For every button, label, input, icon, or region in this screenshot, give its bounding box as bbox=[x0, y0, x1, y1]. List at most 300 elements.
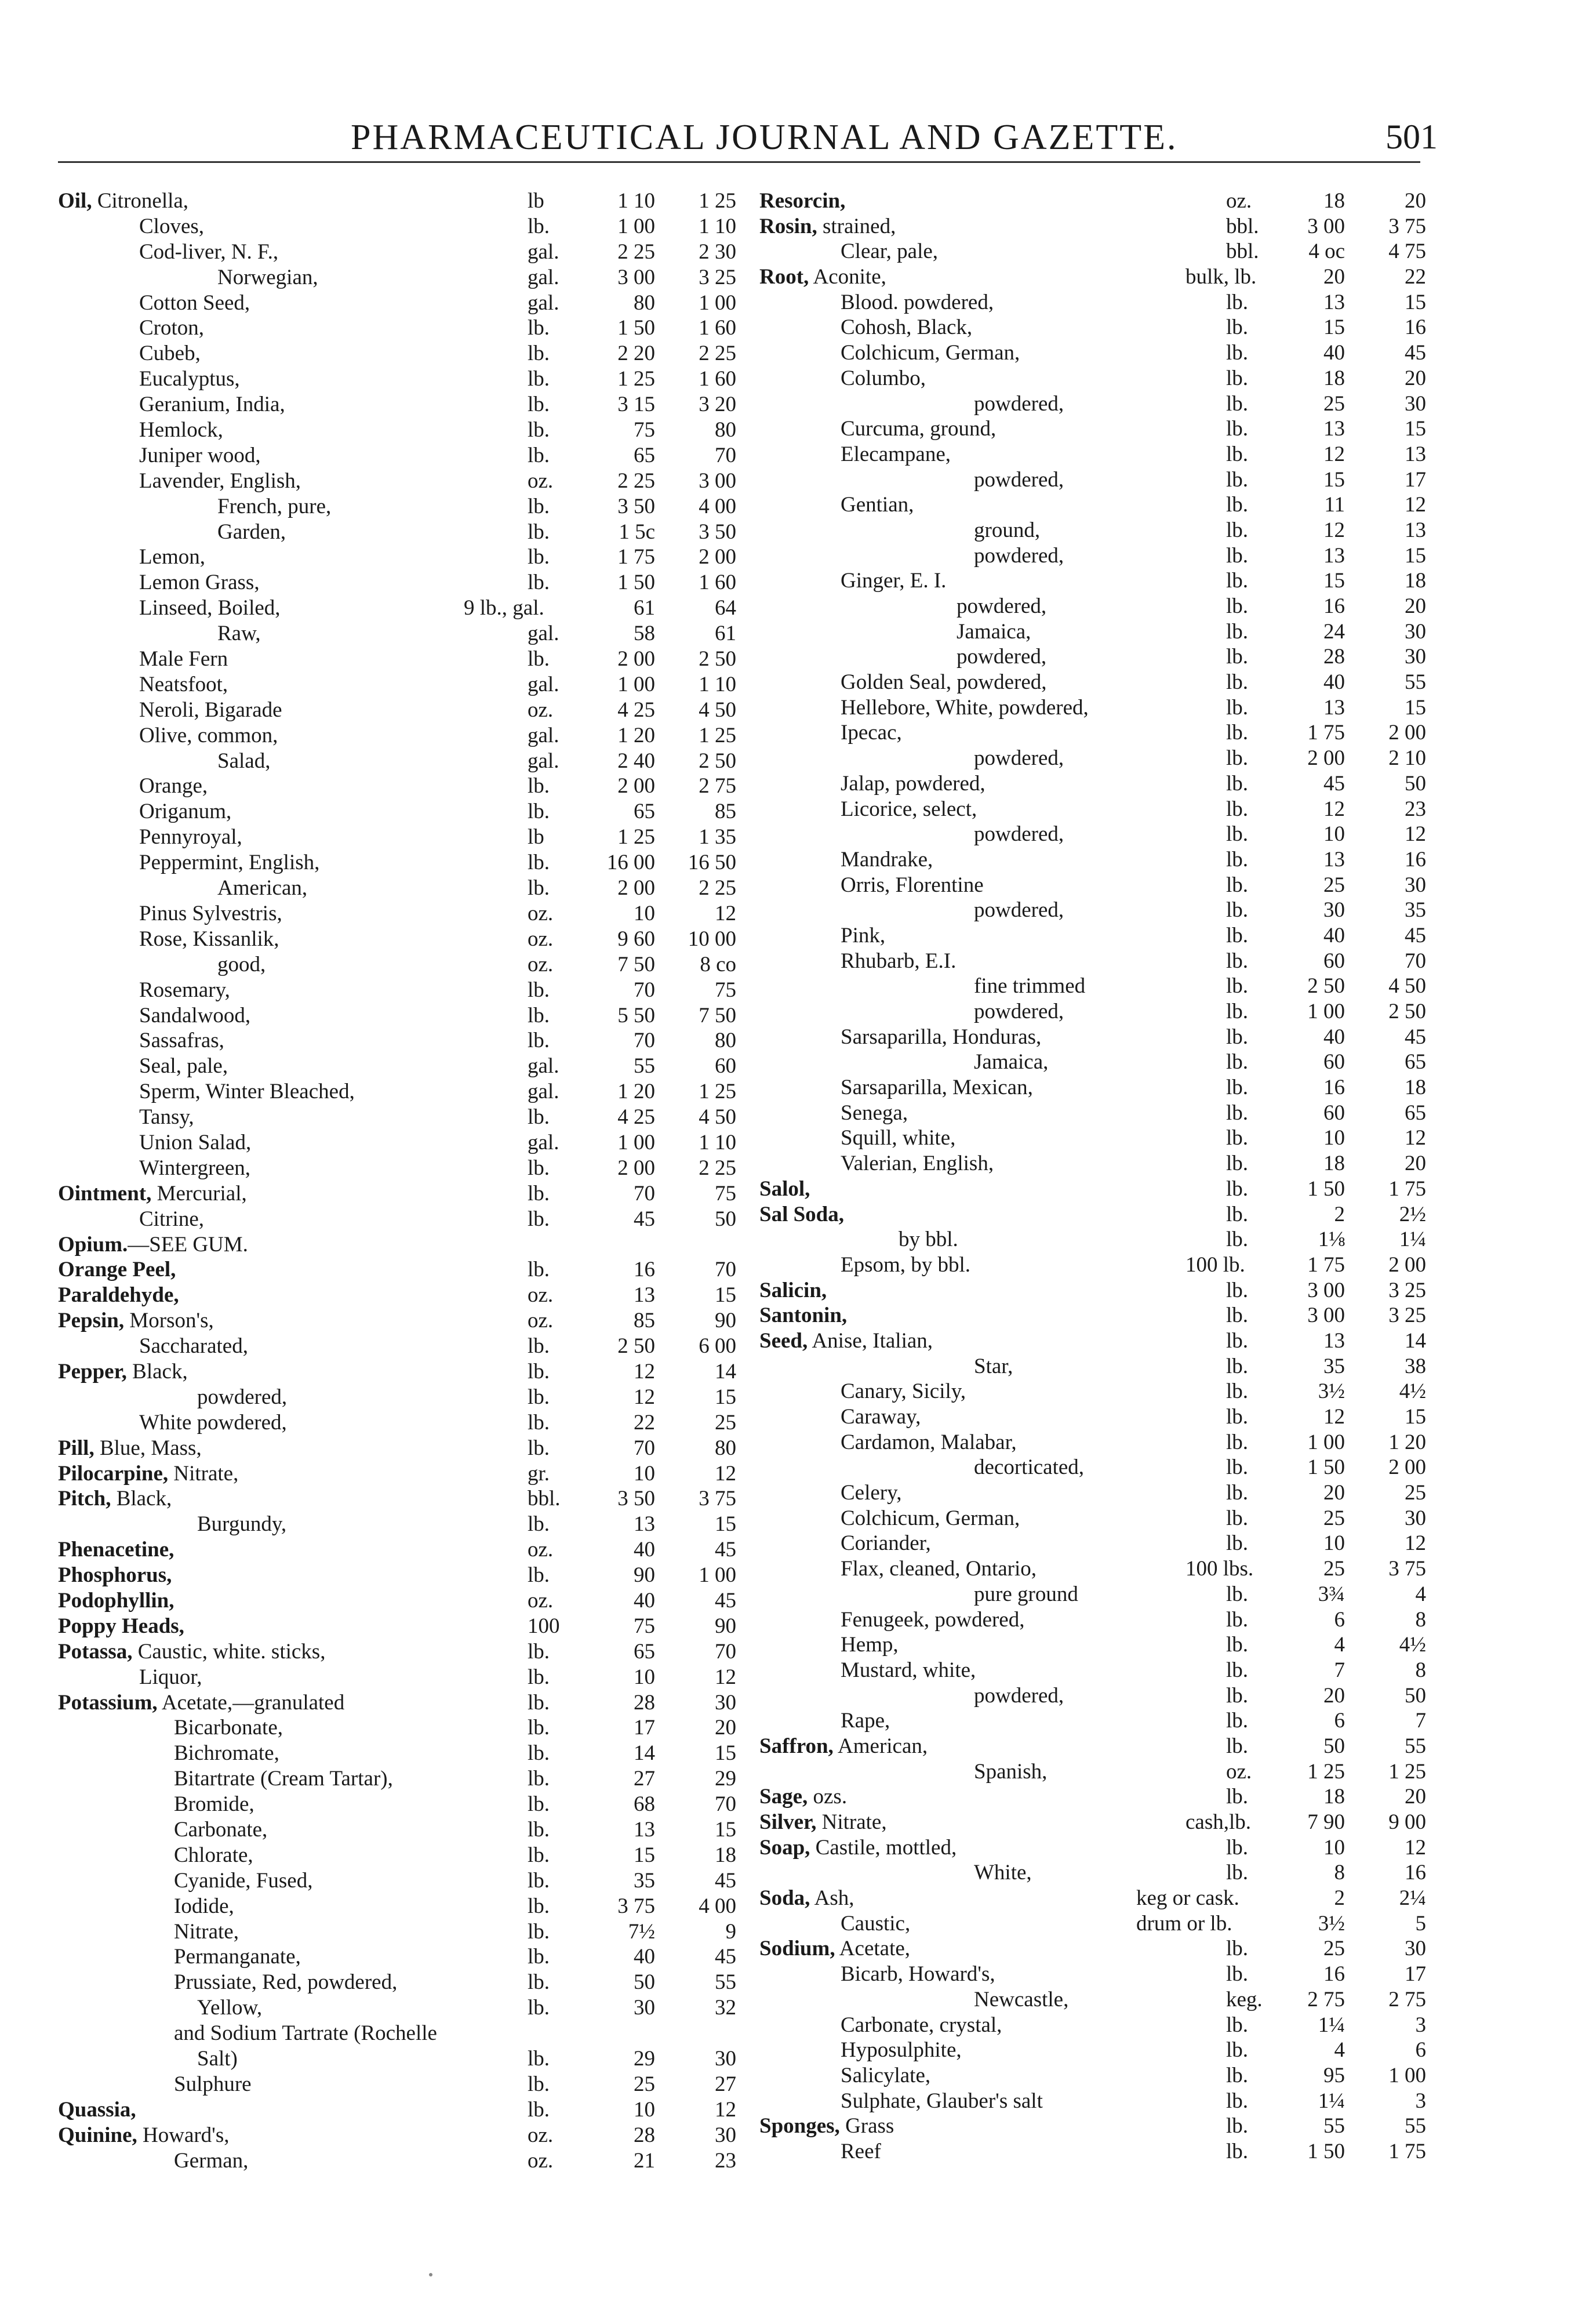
price-row bbox=[759, 771, 1426, 797]
price-high: 30 bbox=[1405, 1937, 1426, 1961]
price-low: 3 50 bbox=[617, 494, 655, 518]
price-high: 12 bbox=[715, 1665, 736, 1689]
price-high: 90 bbox=[715, 1309, 736, 1333]
price-row bbox=[759, 1101, 1426, 1126]
item-subtitle: Aconite, bbox=[809, 265, 886, 289]
price-low: 1 50 bbox=[617, 316, 655, 340]
price-row bbox=[759, 1962, 1426, 1987]
price-low: 15 bbox=[1323, 467, 1345, 492]
price-row bbox=[759, 1987, 1426, 2013]
price-low: 3 15 bbox=[617, 393, 655, 417]
price-row bbox=[58, 1537, 736, 1563]
item-title: White powdered, bbox=[139, 1410, 287, 1435]
item-title: Seal, pale, bbox=[139, 1054, 228, 1079]
item-title: Chlorate, bbox=[174, 1843, 253, 1867]
price-high: 2 75 bbox=[699, 774, 736, 798]
page-header bbox=[0, 0, 1571, 174]
price-low: 25 bbox=[1323, 1506, 1345, 1530]
item-name bbox=[841, 695, 1089, 721]
unit: lb. bbox=[1226, 1278, 1249, 1302]
unit: lb. bbox=[1226, 1405, 1249, 1429]
item-name bbox=[58, 1639, 325, 1665]
price-low: 1 25 bbox=[617, 825, 655, 849]
unit: lb. bbox=[528, 1105, 550, 1130]
price-high: 27 bbox=[715, 2072, 736, 2096]
item-title: Paraldehyde, bbox=[58, 1283, 179, 1308]
price-low: 25 bbox=[1323, 873, 1345, 897]
price-low: 30 bbox=[634, 1996, 655, 2020]
price-low: 12 bbox=[634, 1385, 655, 1409]
price-high: 45 bbox=[1405, 1025, 1426, 1049]
unit: lb. bbox=[528, 1385, 550, 1409]
price-row bbox=[58, 1232, 736, 1258]
item-title: Citrine, bbox=[139, 1207, 205, 1231]
item-title: Lavender, English, bbox=[139, 469, 301, 493]
price-low: 10 bbox=[634, 1665, 655, 1689]
item-title: Linseed, Boiled, bbox=[139, 596, 281, 620]
price-high: 1 10 bbox=[699, 1130, 736, 1154]
price-high: 8 bbox=[1415, 1607, 1426, 1632]
price-high: 20 bbox=[1405, 594, 1426, 618]
unit: lb. bbox=[1226, 1607, 1249, 1632]
unit: lb. bbox=[528, 851, 550, 875]
item-title: Santonin, bbox=[759, 1303, 848, 1328]
item-title: Garden, bbox=[217, 520, 286, 544]
price-high: 1 10 bbox=[699, 672, 736, 696]
item-title: Bicarbonate, bbox=[174, 1716, 283, 1740]
price-low: 30 bbox=[1323, 898, 1345, 923]
item-title: Quinine, bbox=[58, 2123, 137, 2147]
price-high: 2 00 bbox=[1388, 721, 1426, 745]
price-low: 4 25 bbox=[617, 1105, 655, 1130]
item-name bbox=[139, 1003, 250, 1029]
item-subtitle: Acetate,—granulated bbox=[157, 1690, 345, 1715]
item-title: Hemlock, bbox=[139, 418, 223, 442]
price-low: 6 bbox=[1334, 1709, 1345, 1733]
item-title: by bbl. bbox=[899, 1228, 958, 1252]
price-high: 7 50 bbox=[699, 1003, 736, 1027]
item-name bbox=[174, 2148, 248, 2174]
price-high: 2 00 bbox=[1388, 1455, 1426, 1480]
price-high: 30 bbox=[1405, 873, 1426, 897]
unit: lb. bbox=[1226, 923, 1249, 947]
price-high: 3 75 bbox=[699, 1487, 736, 1511]
price-row bbox=[759, 568, 1426, 594]
item-name bbox=[759, 1810, 887, 1835]
item-name bbox=[174, 1970, 397, 1995]
unit: oz. bbox=[528, 698, 554, 722]
item-name bbox=[139, 392, 285, 417]
item-title: Origanum, bbox=[139, 800, 232, 824]
item-title: Valerian, English, bbox=[841, 1152, 994, 1176]
price-high: 30 bbox=[1405, 645, 1426, 669]
price-row bbox=[759, 2038, 1426, 2063]
price-row bbox=[58, 595, 736, 621]
item-subtitle: Caustic, white. sticks, bbox=[132, 1639, 326, 1664]
price-low: 10 bbox=[634, 901, 655, 925]
unit: lb. bbox=[1226, 873, 1249, 897]
price-high: 45 bbox=[1405, 923, 1426, 947]
item-title: Podophyllin, bbox=[58, 1588, 174, 1613]
price-high: 13 bbox=[1405, 442, 1426, 466]
item-title: Lemon Grass, bbox=[139, 571, 260, 595]
price-row bbox=[759, 1683, 1426, 1709]
price-high: 45 bbox=[715, 1945, 736, 1969]
price-high: 12 bbox=[715, 2097, 736, 2122]
item-name bbox=[217, 621, 261, 647]
item-title: Blood. powdered, bbox=[841, 290, 994, 314]
item-name bbox=[139, 1334, 248, 1359]
item-name bbox=[139, 647, 228, 672]
item-name bbox=[759, 1835, 957, 1861]
item-title: Nitrate, bbox=[174, 1919, 239, 1944]
item-name bbox=[217, 749, 270, 774]
unit: lb. bbox=[1226, 974, 1249, 998]
price-low: 13 bbox=[1323, 847, 1345, 872]
unit: lb. bbox=[528, 1334, 550, 1359]
unit: lb. bbox=[1226, 2013, 1249, 2037]
price-row bbox=[759, 923, 1426, 949]
item-title: Clear, pale, bbox=[841, 239, 939, 264]
price-low: 85 bbox=[634, 1309, 655, 1333]
item-title: Croton, bbox=[139, 316, 205, 340]
item-name bbox=[974, 822, 1064, 847]
item-name bbox=[841, 340, 1020, 366]
price-high: 6 bbox=[1415, 2038, 1426, 2062]
price-high: 45 bbox=[1405, 341, 1426, 365]
price-low: 65 bbox=[634, 1639, 655, 1664]
unit: lb. bbox=[528, 876, 550, 900]
price-high: 4 50 bbox=[699, 1105, 736, 1130]
item-title: Salicin, bbox=[759, 1278, 827, 1302]
item-title: Yellow, bbox=[197, 1996, 263, 2020]
price-high: 2 30 bbox=[699, 239, 736, 264]
unit: keg. bbox=[1226, 1987, 1263, 2011]
price-low: 28 bbox=[634, 1690, 655, 1715]
price-high: 4 bbox=[1415, 1582, 1426, 1606]
price-row bbox=[759, 1658, 1426, 1683]
price-high: 80 bbox=[715, 1436, 736, 1460]
price-high: 2½ bbox=[1399, 1202, 1426, 1226]
unit: lb. bbox=[528, 978, 550, 1002]
price-row bbox=[58, 443, 736, 469]
unit: gal. bbox=[528, 749, 559, 773]
price-low: 2 00 bbox=[1307, 746, 1345, 771]
item-title: Phosphorus, bbox=[58, 1563, 172, 1588]
item-name bbox=[174, 1868, 312, 1894]
price-low: 4 bbox=[1334, 1633, 1345, 1657]
price-row bbox=[759, 1480, 1426, 1506]
price-low: 2 25 bbox=[617, 239, 655, 264]
unit: lb. bbox=[528, 1919, 550, 1944]
price-high: 55 bbox=[1405, 1734, 1426, 1758]
item-title: Spanish, bbox=[974, 1759, 1048, 1784]
item-title: Salad, bbox=[217, 749, 271, 773]
item-name bbox=[58, 1359, 188, 1385]
price-low: 15 bbox=[634, 1843, 655, 1867]
item-name bbox=[139, 1156, 250, 1181]
price-row bbox=[58, 1486, 736, 1512]
price-row bbox=[58, 1995, 736, 2021]
price-high: 1 60 bbox=[699, 367, 736, 391]
price-high: 3 75 bbox=[1388, 1557, 1426, 1581]
price-high: 55 bbox=[715, 1970, 736, 1995]
price-low: 55 bbox=[634, 1054, 655, 1079]
unit: bbl. bbox=[528, 1487, 561, 1511]
item-title: Celery, bbox=[841, 1481, 902, 1505]
item-name bbox=[139, 1130, 251, 1156]
price-low: 2 20 bbox=[617, 342, 655, 366]
item-title: Eucalyptus, bbox=[139, 367, 240, 391]
item-title: Saffron, bbox=[759, 1734, 834, 1758]
price-low: 2 50 bbox=[617, 1334, 655, 1359]
price-low: 2 bbox=[1334, 1886, 1345, 1911]
price-low: 70 bbox=[634, 1181, 655, 1205]
price-low: 18 bbox=[1323, 366, 1345, 390]
item-title: Salt) bbox=[197, 2047, 238, 2071]
price-row bbox=[58, 544, 736, 570]
price-high: 20 bbox=[1405, 1152, 1426, 1176]
price-high: 80 bbox=[715, 1029, 736, 1053]
price-low: 95 bbox=[1323, 2063, 1345, 2087]
item-subtitle: Nitrate, bbox=[168, 1461, 239, 1486]
item-name bbox=[58, 1690, 344, 1716]
price-low: 10 bbox=[1323, 1835, 1345, 1860]
price-high: 1 25 bbox=[699, 189, 736, 213]
price-low: 1 00 bbox=[1307, 1000, 1345, 1023]
price-high: 1¼ bbox=[1399, 1228, 1426, 1252]
unit: lb. bbox=[528, 1894, 550, 1918]
unit: lb. bbox=[1226, 1152, 1249, 1176]
item-name bbox=[759, 214, 896, 239]
price-row bbox=[759, 670, 1426, 695]
price-low: 1 00 bbox=[617, 214, 655, 238]
price-row bbox=[759, 264, 1426, 290]
item-name bbox=[139, 1410, 287, 1436]
item-name bbox=[139, 1665, 202, 1690]
item-name bbox=[139, 315, 204, 341]
item-name bbox=[841, 2139, 881, 2165]
price-row bbox=[759, 999, 1426, 1025]
price-high: 2 25 bbox=[699, 342, 736, 366]
item-name bbox=[139, 927, 279, 952]
price-high: 55 bbox=[1405, 2114, 1426, 2138]
item-name bbox=[139, 1207, 204, 1232]
price-low: 16 bbox=[1323, 1076, 1345, 1100]
unit: lb. bbox=[528, 342, 550, 366]
unit: gal. bbox=[528, 239, 559, 264]
item-name bbox=[841, 1531, 931, 1556]
price-low: 3 00 bbox=[617, 265, 655, 289]
item-title: Ipecac, bbox=[841, 721, 902, 745]
price-row bbox=[58, 1919, 736, 1945]
item-title: Sage, bbox=[759, 1785, 808, 1809]
item-title: Salicylate, bbox=[841, 2063, 931, 2087]
item-subtitle: strained, bbox=[817, 214, 896, 238]
price-high: 80 bbox=[715, 418, 736, 442]
item-name bbox=[197, 1512, 286, 1537]
unit: lb. bbox=[528, 2097, 550, 2122]
item-name bbox=[58, 1537, 174, 1563]
price-high: 1 00 bbox=[699, 1563, 736, 1588]
item-title: Pennyroyal, bbox=[139, 825, 242, 849]
unit: oz. bbox=[528, 469, 554, 493]
price-low: 65 bbox=[634, 800, 655, 824]
item-name bbox=[139, 341, 201, 366]
unit: lb. bbox=[528, 1767, 550, 1791]
price-high: 5 bbox=[1415, 1911, 1426, 1936]
item-title: Flax, cleaned, Ontario, bbox=[841, 1557, 1037, 1581]
price-row bbox=[759, 1176, 1426, 1202]
price-high: 61 bbox=[715, 622, 736, 646]
price-high: 18 bbox=[1405, 569, 1426, 593]
item-title: Rosin, bbox=[759, 214, 817, 238]
item-name bbox=[174, 1944, 301, 1970]
item-title: Columbo, bbox=[841, 366, 926, 390]
price-low: 12 bbox=[1323, 442, 1345, 466]
price-row bbox=[58, 723, 736, 749]
price-low: 12 bbox=[1323, 1405, 1345, 1429]
price-row bbox=[759, 1227, 1426, 1252]
page-number: 501 bbox=[1385, 118, 1438, 156]
item-title: Colchicum, German, bbox=[841, 1506, 1020, 1530]
price-low: 2 75 bbox=[1307, 1987, 1345, 2011]
item-name bbox=[217, 952, 266, 978]
price-high: 4 00 bbox=[699, 1894, 736, 1918]
item-name bbox=[759, 264, 886, 290]
unit: lb. bbox=[528, 1868, 550, 1893]
item-name bbox=[58, 1461, 238, 1487]
item-name bbox=[841, 492, 914, 518]
item-title: Hemp, bbox=[841, 1633, 899, 1657]
page-speck bbox=[429, 2273, 432, 2276]
price-high: 1 10 bbox=[699, 214, 736, 238]
price-row bbox=[58, 1410, 736, 1436]
item-name bbox=[841, 366, 926, 391]
price-row bbox=[58, 1512, 736, 1537]
item-title: Pilocarpine, bbox=[58, 1461, 169, 1486]
item-title: and Sodium Tartrate (Rochelle bbox=[174, 2021, 437, 2046]
price-low: 7 50 bbox=[617, 952, 655, 976]
price-row bbox=[759, 340, 1426, 366]
price-row bbox=[58, 417, 736, 443]
item-name bbox=[841, 1025, 1041, 1050]
price-row bbox=[58, 2148, 736, 2174]
price-high: 45 bbox=[715, 1588, 736, 1613]
price-row bbox=[58, 1970, 736, 1995]
item-name bbox=[139, 672, 228, 698]
price-low: 61 bbox=[634, 596, 655, 620]
item-title: Pitch, bbox=[58, 1487, 111, 1511]
price-row bbox=[58, 927, 736, 952]
item-title: Poppy Heads, bbox=[58, 1614, 184, 1638]
item-name bbox=[974, 543, 1064, 569]
price-high: 9 00 bbox=[1388, 1810, 1426, 1834]
price-low: 13 bbox=[1323, 543, 1345, 568]
item-title: Raw, bbox=[217, 622, 261, 646]
item-name bbox=[841, 1101, 908, 1126]
price-low: 18 bbox=[1323, 189, 1345, 213]
item-name bbox=[841, 239, 938, 264]
price-row bbox=[759, 1050, 1426, 1075]
item-name bbox=[217, 494, 331, 520]
price-row bbox=[58, 1385, 736, 1410]
unit: lb. bbox=[1226, 797, 1249, 821]
item-title: powdered, bbox=[974, 898, 1064, 923]
item-name bbox=[759, 1202, 844, 1228]
price-row bbox=[759, 1556, 1426, 1582]
price-low: 80 bbox=[634, 290, 655, 315]
price-low: 2 00 bbox=[617, 1156, 655, 1180]
price-row bbox=[58, 1944, 736, 1970]
price-row bbox=[58, 570, 736, 595]
item-name bbox=[174, 1817, 267, 1843]
item-title: Cubeb, bbox=[139, 342, 201, 366]
price-low: 22 bbox=[634, 1410, 655, 1435]
item-name bbox=[139, 978, 230, 1003]
price-low: 27 bbox=[634, 1767, 655, 1791]
price-high: 65 bbox=[1405, 1050, 1426, 1074]
item-name bbox=[58, 1283, 179, 1308]
item-title: Star, bbox=[974, 1354, 1013, 1378]
item-name bbox=[139, 1028, 224, 1054]
price-low: 16 bbox=[1323, 594, 1345, 618]
item-title: Orange Peel, bbox=[58, 1258, 176, 1282]
price-low: 25 bbox=[1323, 1557, 1345, 1581]
price-row bbox=[759, 1328, 1426, 1354]
price-low: 2 00 bbox=[617, 647, 655, 671]
item-title: Norwegian, bbox=[217, 265, 318, 289]
price-low: 7 90 bbox=[1307, 1810, 1345, 1834]
price-row bbox=[58, 952, 736, 978]
price-low: 1 10 bbox=[617, 189, 655, 213]
item-title: Licorice, select, bbox=[841, 797, 977, 821]
item-title: Oil, bbox=[58, 189, 92, 213]
price-high: 38 bbox=[1405, 1354, 1426, 1378]
item-title: Orris, Florentine bbox=[841, 873, 984, 897]
price-low: 55 bbox=[1323, 2114, 1345, 2138]
price-row bbox=[58, 774, 736, 799]
item-name bbox=[957, 594, 1046, 619]
price-high: 12 bbox=[715, 1461, 736, 1486]
item-name bbox=[139, 570, 260, 595]
item-name bbox=[174, 1741, 279, 1766]
item-title: Rosemary, bbox=[139, 978, 230, 1002]
price-low: 50 bbox=[1323, 1734, 1345, 1758]
price-row bbox=[58, 1054, 736, 1079]
price-row bbox=[58, 1614, 736, 1639]
price-row bbox=[759, 1303, 1426, 1328]
unit: gal. bbox=[528, 290, 559, 315]
item-name bbox=[957, 644, 1046, 670]
item-name bbox=[841, 1658, 976, 1683]
price-row bbox=[58, 1461, 736, 1487]
unit: lb. bbox=[528, 1207, 550, 1231]
item-title: Male Fern bbox=[139, 647, 228, 671]
item-title: Orange, bbox=[139, 774, 208, 798]
price-low: 10 bbox=[634, 1461, 655, 1486]
price-low: 15 bbox=[1323, 569, 1345, 593]
price-low: 9 60 bbox=[617, 927, 655, 951]
item-name bbox=[58, 1486, 172, 1512]
item-title: Sulphate, Glauber's salt bbox=[841, 2089, 1043, 2113]
price-high: 3 20 bbox=[699, 393, 736, 417]
price-row bbox=[759, 797, 1426, 822]
item-name bbox=[841, 290, 994, 315]
item-name bbox=[174, 2072, 252, 2097]
unit: lb. bbox=[528, 1436, 550, 1460]
item-title: powdered, bbox=[974, 1683, 1064, 1708]
